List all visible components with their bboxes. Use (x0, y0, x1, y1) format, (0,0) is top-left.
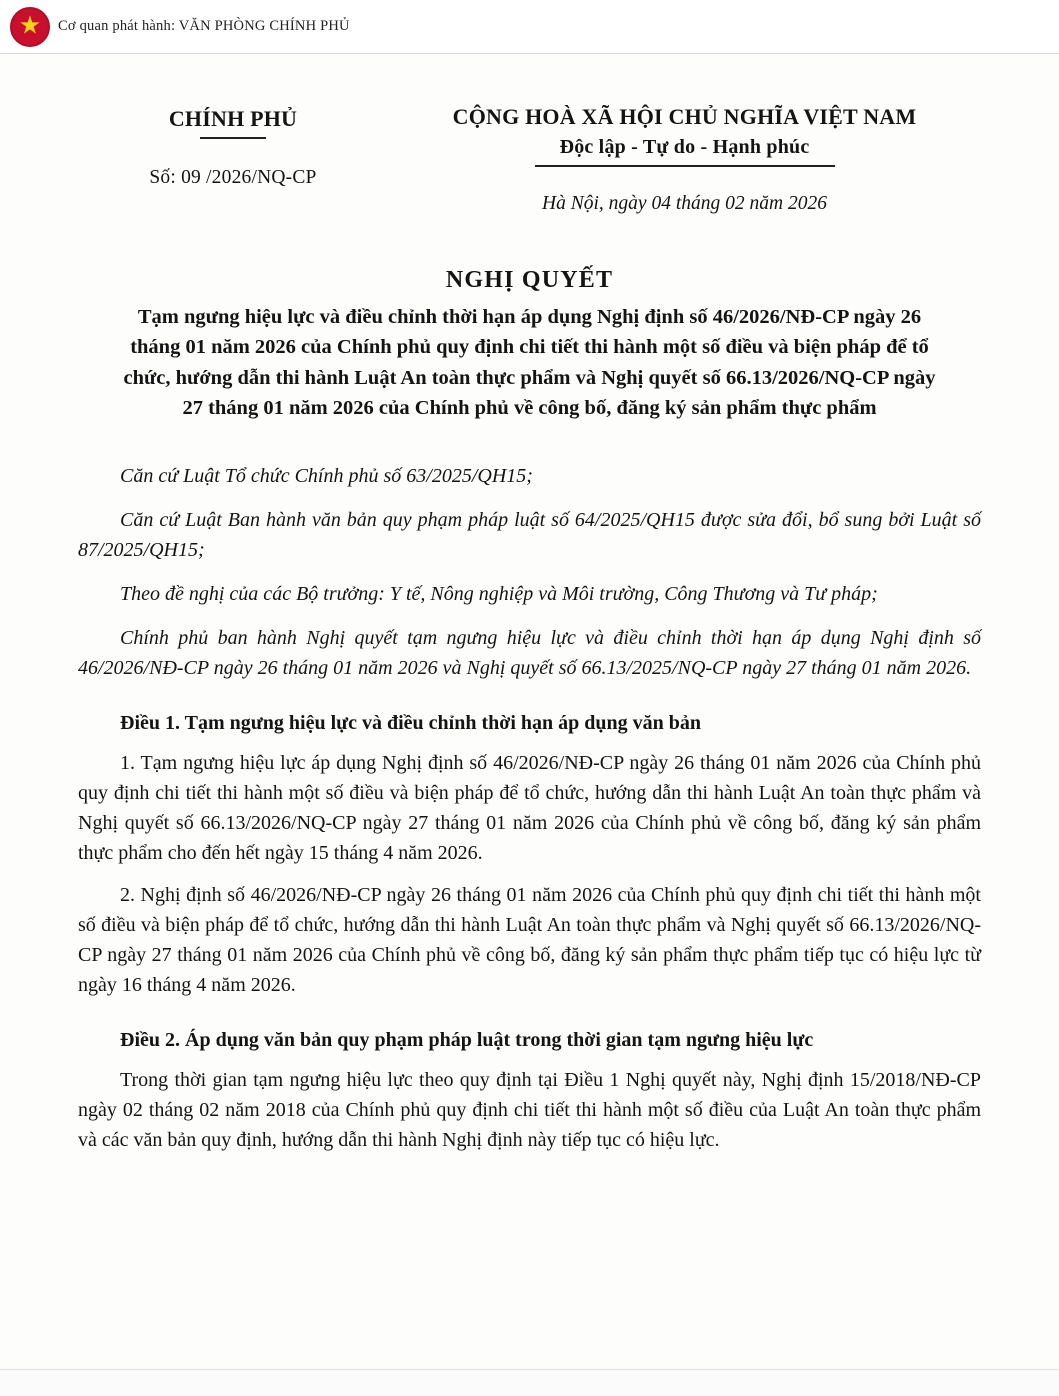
issuing-authority-block (78, 104, 388, 189)
article-1-paragraph: 2. Nghị định số 46/2026/NĐ-CP ngày 26 tháng 01 năm 2026 của Chính phủ quy định chi tiết thi hành một số điều và biện pháp để tổ chức, hướng dẫn thi hành Luật An toàn thực phẩm và Nghị quyết số 66.13/2026/NQ-CP ngày 27 tháng 01 năm 2026 của Chính phủ về công bố, đăng ký sản phẩm thực phẩm tiếp tục có hiệu lực từ ngày 16 tháng 4 năm 2026. (78, 884, 981, 997)
preamble-paragraph: Theo đề nghị của các Bộ trưởng: Y tế, Nông nghiệp và Môi trường, Công Thương và Tư pháp; (120, 583, 878, 606)
preamble-paragraph: Căn cứ Luật Ban hành văn bản quy phạm pháp luật số 64/2025/QH15 được sửa đổi, bổ sung bởi Luật số 87/2025/QH15; (78, 509, 981, 562)
document-number: Số: 09 /2026/NQ-CP (149, 167, 317, 188)
authority-underline (200, 137, 266, 139)
article-2-heading: Điều 2. Áp dụng văn bản quy phạm pháp luật trong thời gian tạm ngưng hiệu lực (120, 1029, 814, 1052)
motto-underline (535, 165, 835, 167)
article-2-paragraph: Trong thời gian tạm ngưng hiệu lực theo quy định tại Điều 1 Nghị quyết này, Nghị định 15/2018/NĐ-CP ngày 02 tháng 02 năm 2018 của Chính phủ quy định chi tiết thi hành một số điều của Luật An toàn thực phẩm và các văn bản quy định, hướng dẫn thi hành Nghị định này tiếp tục có hiệu lực. (78, 1069, 981, 1152)
article-1 (78, 709, 981, 1000)
article-1-heading: Điều 1. Tạm ngưng hiệu lực và điều chỉnh thời hạn áp dụng văn bản (120, 712, 702, 735)
national-motto: Độc lập - Tự do - Hạnh phúc (559, 136, 810, 158)
agency-label: Cơ quan phát hành: VĂN PHÒNG CHÍNH PHỦ (58, 18, 350, 34)
preamble (78, 461, 981, 683)
national-heading-block (388, 104, 981, 215)
document-body (0, 54, 1059, 1396)
issuing-authority: CHÍNH PHỦ (168, 106, 298, 131)
vietnam-emblem-icon: ★ (10, 7, 50, 47)
national-title: CỘNG HOÀ XÃ HỘI CHỦ NGHĨA VIỆT NAM (452, 104, 917, 129)
article-1-paragraph: 1. Tạm ngưng hiệu lực áp dụng Nghị định số 46/2026/NĐ-CP ngày 26 tháng 01 năm 2026 của Chính phủ quy định chi tiết thi hành một số điều và biện pháp để tổ chức, hướng dẫn thi hành Luật An toàn thực phẩm và Nghị quyết số 66.13/2026/NQ-CP ngày 27 tháng 01 năm 2026 của Chính phủ về công bố, đăng ký sản phẩm thực phẩm cho đến hết ngày 15 tháng 4 năm 2026. (78, 752, 981, 865)
place-and-date: Hà Nội, ngày 04 tháng 02 năm 2026 (542, 193, 827, 214)
document-header (78, 104, 981, 215)
document-title: Tạm ngưng hiệu lực và điều chỉnh thời hạn áp dụng Nghị định số 46/2026/NĐ-CP ngày 26 tháng 01 năm 2026 của Chính phủ quy định chi tiết thi hành một số điều và biện pháp để tổ chức, hướng dẫn thi hành Luật An toàn thực phẩm và Nghị quyết số 66.13/2026/NQ-CP ngày 27 tháng 01 năm 2026 của Chính phủ về công bố, đăng ký sản phẩm thực phẩm (123, 306, 936, 419)
agency-bar (0, 0, 1059, 54)
preamble-paragraph: Chính phủ ban hành Nghị quyết tạm ngưng hiệu lực và điều chỉnh thời hạn áp dụng Nghị định số 46/2026/NĐ-CP ngày 26 tháng 01 năm 2026 và Nghị quyết số 66.13/2025/NQ-CP ngày 27 tháng 01 năm 2026. (78, 627, 981, 680)
article-2 (78, 1026, 981, 1155)
preamble-paragraph: Căn cứ Luật Tổ chức Chính phủ số 63/2025/QH15; (120, 465, 533, 488)
document-type: NGHỊ QUYẾT (445, 267, 614, 293)
page-bottom-edge (0, 1369, 1059, 1396)
